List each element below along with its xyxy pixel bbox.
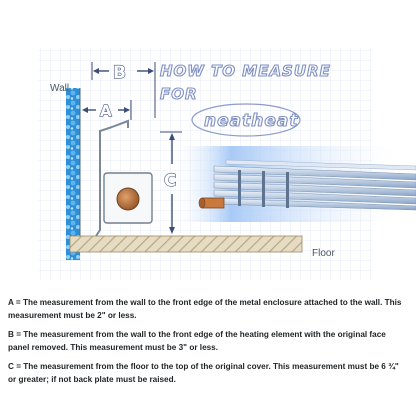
dimension-a-label: A (100, 102, 112, 120)
dimension-b-label: B (113, 63, 126, 83)
note-c: C = The measurement from the floor to the top of the original cover. This measurement must be 6 ¾" or greater; if not back plate must be raised. (8, 362, 399, 384)
title-line-1: HOW TO MEASURE (160, 62, 331, 80)
title-line-2: FOR (160, 85, 198, 103)
wall-label: Wall (50, 83, 70, 94)
dimension-c-label: C (164, 171, 177, 191)
floor-label: Floor (312, 248, 335, 259)
measurement-notes (8, 296, 408, 392)
floor-slab (70, 236, 302, 252)
note-a: A = The measurement from the wall to the front edge of the metal enclosure attached to the wall. This measurement must be 2" or less. (8, 298, 402, 320)
wall-insulation (66, 88, 80, 260)
logo-text: neatheat (204, 111, 299, 131)
note-b: B = The measurement from the wall to the front edge of the heating element with the original face panel removed. This measurement must be 3" or less. (8, 330, 386, 352)
copper-pipe (117, 188, 139, 210)
